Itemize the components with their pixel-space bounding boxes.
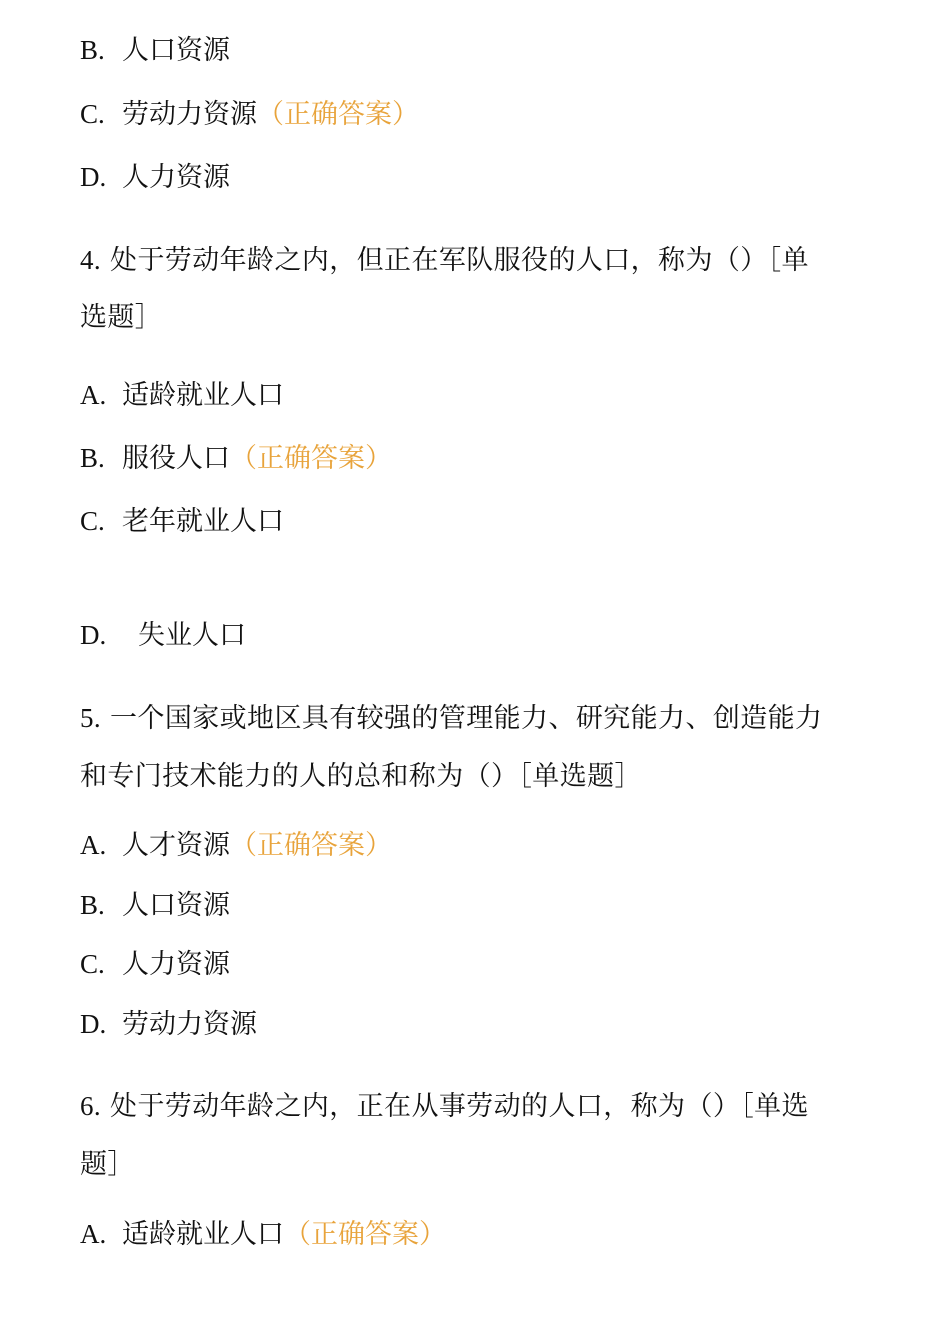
option-text: 适龄就业人口 bbox=[122, 1219, 284, 1250]
correct-answer-label: （正确答案） bbox=[257, 99, 419, 130]
option-text: 失业人口 bbox=[138, 620, 246, 651]
q4-option-c bbox=[80, 503, 284, 540]
question-5-line-2 bbox=[80, 759, 642, 795]
option-letter: C. bbox=[80, 949, 105, 979]
option-text: 人力资源 bbox=[122, 949, 230, 980]
correct-answer-label: （正确答案） bbox=[230, 830, 392, 861]
option-text: 人口资源 bbox=[122, 35, 230, 66]
option-letter: B. bbox=[80, 890, 105, 920]
option-text: 人口资源 bbox=[122, 890, 230, 921]
option-letter: C. bbox=[80, 99, 105, 129]
q5-option-a bbox=[80, 827, 392, 864]
q5-option-c bbox=[80, 946, 230, 983]
question-6-line-2 bbox=[80, 1147, 135, 1183]
option-d bbox=[80, 159, 230, 196]
option-letter: C. bbox=[80, 506, 105, 536]
option-text: 老年就业人口 bbox=[122, 506, 284, 537]
correct-answer-label: （正确答案） bbox=[230, 443, 392, 474]
question-6-line-1 bbox=[80, 1088, 809, 1125]
question-number: 4. bbox=[80, 245, 102, 275]
question-text: 处于劳动年龄之内，正在从事劳动的人口，称为（）［单选 bbox=[110, 1091, 809, 1122]
option-letter: A. bbox=[80, 1219, 107, 1249]
option-text: 服役人口 bbox=[122, 443, 230, 474]
option-text: 劳动力资源 bbox=[122, 99, 257, 130]
option-b bbox=[80, 32, 230, 69]
q4-option-a bbox=[80, 377, 284, 414]
question-4-line-1 bbox=[80, 242, 809, 279]
question-number: 5. bbox=[80, 703, 102, 733]
q6-option-a bbox=[80, 1216, 446, 1253]
q5-option-b bbox=[80, 887, 230, 924]
q5-option-d bbox=[80, 1006, 257, 1043]
question-text: 一个国家或地区具有较强的管理能力、研究能力、创造能力 bbox=[110, 703, 823, 734]
option-letter: A. bbox=[80, 380, 107, 410]
question-4-line-2 bbox=[80, 300, 162, 336]
option-letter: B. bbox=[80, 443, 105, 473]
option-letter: A. bbox=[80, 830, 107, 860]
option-letter: D. bbox=[80, 162, 107, 192]
question-text: 和专门技术能力的人的总和称为（）［单选题］ bbox=[80, 761, 642, 792]
question-text: 题］ bbox=[80, 1149, 135, 1180]
question-number: 6. bbox=[80, 1091, 102, 1121]
question-5-line-1 bbox=[80, 700, 822, 737]
q4-option-d bbox=[80, 617, 246, 654]
option-c bbox=[80, 96, 419, 133]
option-text: 劳动力资源 bbox=[122, 1009, 257, 1040]
option-text: 适龄就业人口 bbox=[122, 380, 284, 411]
option-text: 人力资源 bbox=[122, 162, 230, 193]
option-text: 人才资源 bbox=[122, 830, 230, 861]
option-letter: B. bbox=[80, 35, 105, 65]
q4-option-b bbox=[80, 440, 392, 477]
question-text: 选题］ bbox=[80, 302, 163, 333]
option-letter: D. bbox=[80, 1009, 107, 1039]
question-text: 处于劳动年龄之内，但正在军队服役的人口，称为（）［单 bbox=[110, 245, 809, 276]
option-letter: D. bbox=[80, 620, 107, 650]
correct-answer-label: （正确答案） bbox=[284, 1219, 446, 1250]
